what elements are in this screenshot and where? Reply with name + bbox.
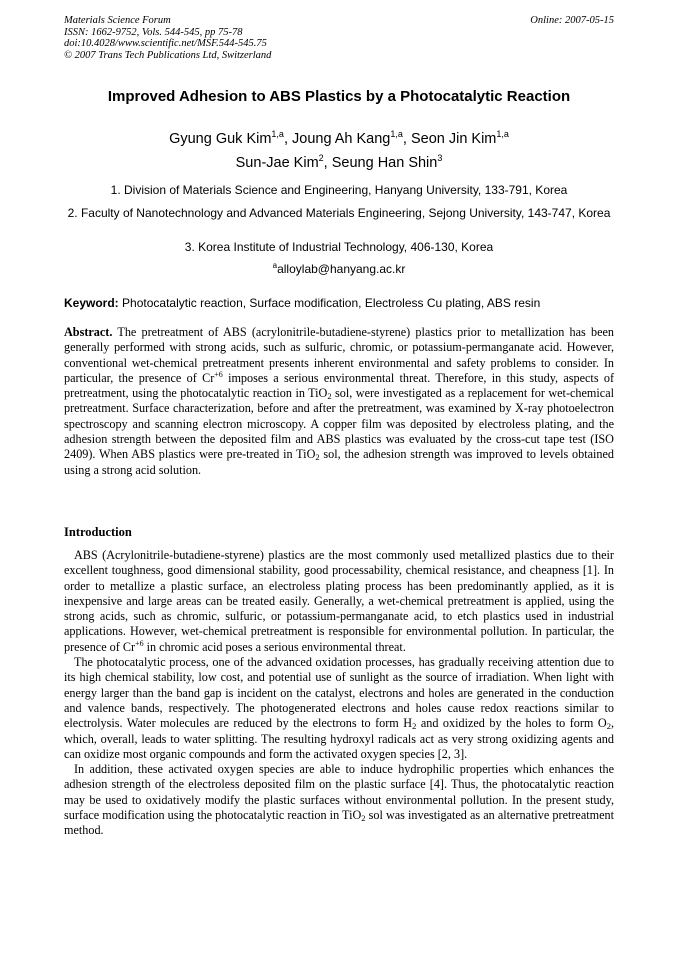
abstract-text: sol, were investigated as a replacement for wet-chemical pretreatment. Surface characterization, before and after the pretreatment, was examined by X-ray photoelectron spectroscopy and scanning electron microscopy. A copper film was deposited by electroless plating, and the adhesion strength between the deposited film and ABS plastics was evaluated by the cross-cut tape test (ISO 2409). When ABS plastics were pre-treated in TiO (64, 386, 614, 462)
abstract-label: Abstract. (64, 325, 113, 339)
online-date: Online: 2007-05-15 (530, 15, 614, 26)
affiliation-2: 2. Faculty of Nanotechnology and Advanced Materials Engineering, Sejong University, 143-747, Korea (67, 206, 611, 220)
subscript: 2 (315, 452, 320, 463)
author-name: Joung Ah Kang (292, 131, 391, 147)
subscript: 2 (361, 813, 366, 824)
author-line-2: Sun-Jae Kim$^2$, Seung Han Shin$^3$ (235, 153, 443, 171)
paragraph-text: in chromic acid poses a serious environmental threat. (143, 639, 406, 654)
journal-name: Materials Science Forum (64, 15, 171, 26)
paragraph (64, 548, 614, 655)
paragraph (64, 655, 614, 762)
paper-title: Improved Adhesion to ABS Plastics by a Photocatalytic Reaction (107, 88, 571, 105)
paragraph-text: and oxidized by the holes to form O (416, 716, 607, 731)
affiliation-3: 3. Korea Institute of Industrial Technology, 406-130, Korea (184, 240, 494, 254)
paragraph-text: ABS (Acrylonitrile-butadiene-styrene) plastics are the most commonly used metallized plastics due to their excellent toughness, good dimensional stability, good processability, chemical resistance, and cheapness [1]. In order to metallize a plastic surface, an electroless plating process has been predominantly applied, as it is inexpensive and large areas can be treated easily. Generally, a wet-chemical pretreatment is applied, using the strong acids, such as chromic, sulfuric, or potassium-permanganate acid, to etch plastics used in industrial applications. However, wet-chemical pretreatment is responsible for environmental pollution. In particular, the presence of Cr (64, 548, 614, 654)
author-affil-mark: 1,a (496, 129, 509, 139)
introduction-body (64, 548, 614, 839)
email-mark: a (272, 261, 278, 270)
keywords (64, 296, 614, 310)
paragraph (64, 762, 614, 838)
keyword-text: Photocatalytic reaction, Surface modification, Electroless Cu plating, ABS resin (122, 296, 541, 310)
abstract-text: The pretreatment of ABS (acrylonitrile-butadiene-styrene) plastics prior to metallization has been generally performed with strong acids, such as sulfuric, chromic, or potassium-permanganate acid. However, conventional wet-chemical pretreatment presents inherent environmental and safety problems to consider. In particular, the presence of Cr (64, 325, 614, 385)
doi-line: doi:10.4028/www.scientific.net/MSF.544-545.75 (64, 38, 267, 50)
author-affil-mark: 2 (318, 153, 324, 163)
superscript: +6 (214, 369, 223, 379)
abstract-text: sol, the adhesion strength was improved to levels obtained using a strong acid solution. (64, 447, 614, 477)
abstract (64, 325, 614, 478)
author-name: Sun-Jae Kim (235, 155, 319, 171)
affiliation-1: 1. Division of Materials Science and Engineering, Hanyang University, 133-791, Korea (110, 183, 568, 197)
author-name: Gyung Guk Kim (169, 131, 272, 147)
issn-line: ISSN: 1662-9752, Vols. 544-545, pp 75-78 (64, 26, 243, 38)
section-heading-introduction: Introduction (64, 525, 132, 539)
paragraph-text: In addition, these activated oxygen species are able to induce hydrophilic properties which enhances the adhesion strength of the electroless deposited film on the plastic surface [4]. Thus, the photocatalytic reaction may be used to oxidatively modify the plastic surfaces without environmental pollution. In the present study, surface modification using the photocatalytic reaction in TiO (64, 762, 614, 823)
author-name: Seon Jin Kim (410, 131, 497, 147)
email-address: alloylab@hanyang.ac.kr (277, 262, 406, 276)
keyword-label: Keyword: (64, 296, 119, 310)
subscript: 2 (412, 721, 417, 732)
paragraph-text: , which, overall, leads to water splitting. The resulting hydroxyl radicals act as very strong oxidizing agents and can oxidize most organic compounds and form the activated oxygen species [2, 3]. (64, 716, 615, 761)
copyright-line: © 2007 Trans Tech Publications Ltd, Switzerland (64, 49, 272, 61)
superscript: +6 (135, 638, 144, 648)
paragraph-text: sol was investigated as an alternative pretreatment method. (64, 808, 614, 838)
author-name: Seung Han Shin (331, 155, 438, 171)
author-affil-mark: 1,a (271, 129, 284, 139)
subscript: 2 (327, 391, 332, 402)
abstract-text: imposes a serious environmental threat. Therefore, in this study, aspects of pretreatment, using the photocatalytic reaction in TiO (64, 370, 614, 401)
paragraph-text: The photocatalytic process, one of the advanced oxidation processes, has gradually receiving attention due to its high chemical stability, low cost, and potential use of sunlight as the source of irradiation. When light with energy larger than the band gap is incident on the catalyst, electrons and holes are generated in the conduction and valence bands, respectively. The photogenerated electrons and holes cause redox reactions similar to electrolysis. Water molecules are reduced by the electrons to form H (64, 655, 614, 731)
contact-email (64, 262, 614, 277)
author-affil-mark: 3 (437, 153, 443, 163)
journal-header (64, 15, 271, 61)
author-affil-mark: 1,a (390, 129, 403, 139)
subscript: 2 (606, 721, 611, 732)
author-line-1: Gyung Guk Kim$^{1,a}$, Joung Ah Kang$^{1,a}$, Seon Jin Kim$^{1,a}$ (169, 129, 509, 147)
